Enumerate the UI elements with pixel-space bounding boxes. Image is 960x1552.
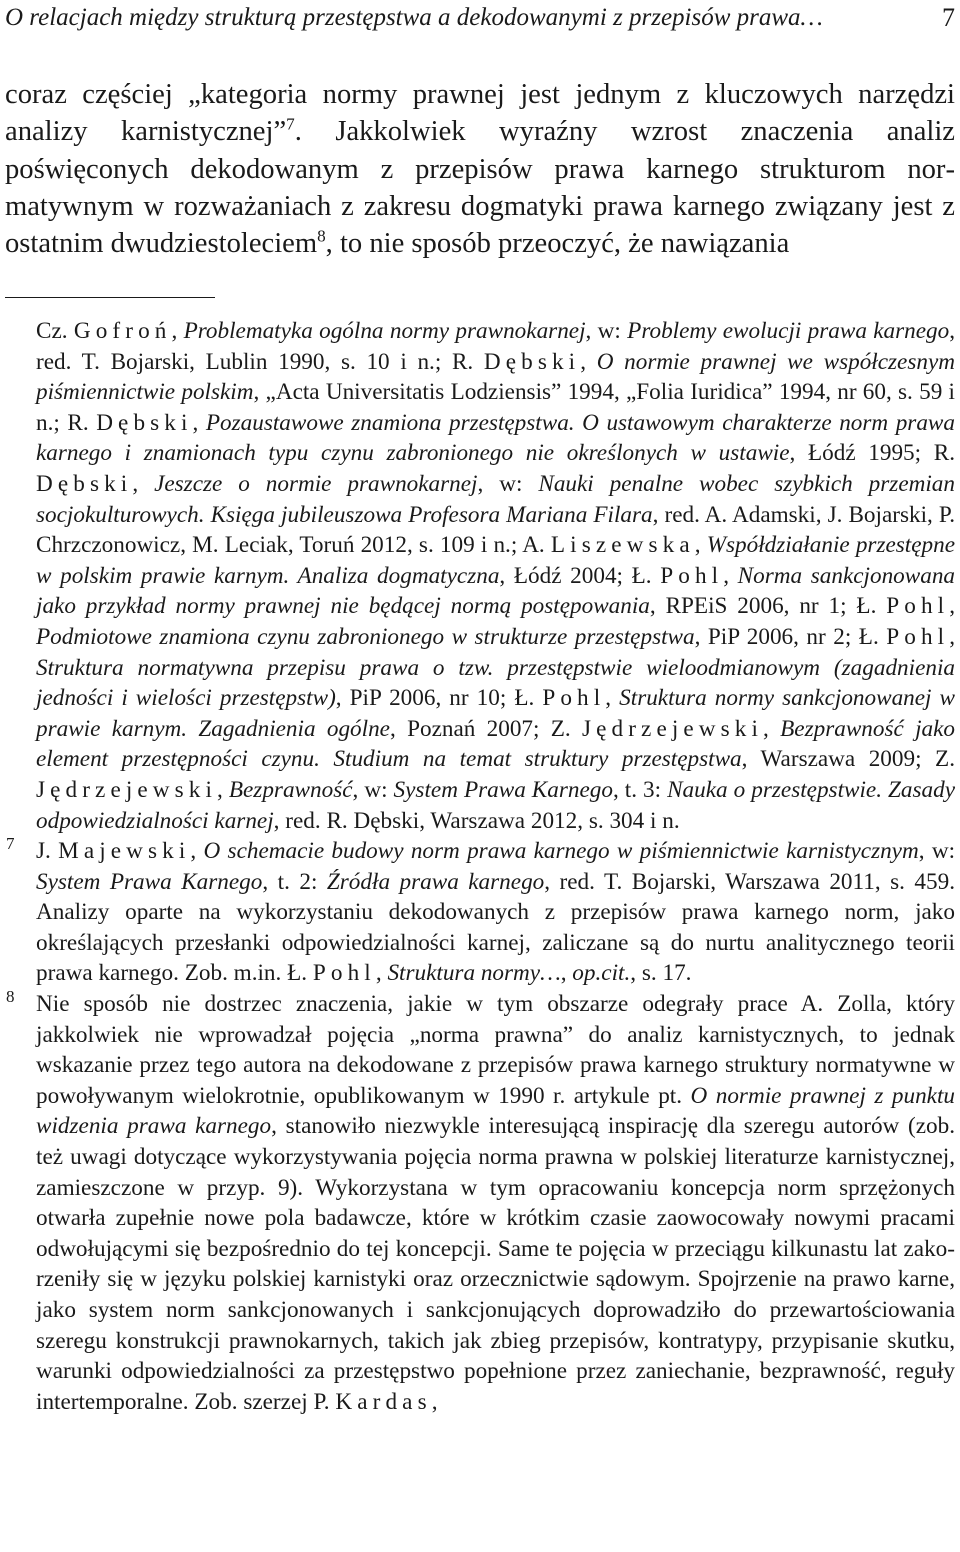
work-title: Norma sankcjonowana jako przykład normy prawnej nie będącej normą postępowania (36, 562, 956, 620)
author-name: Pohl (660, 562, 724, 589)
author-name: Jędrzejewski (582, 715, 764, 742)
work-title: Współdziałanie przestępne w polskim prawie karnym. Analiza dogmatyczna (36, 532, 956, 589)
footnote-text: , (763, 715, 781, 742)
footnote-text: , (171, 318, 184, 344)
running-header (5, 2, 955, 34)
footnote-text: , Warszawa 2009; Z. (741, 746, 955, 773)
footnote-text: , (949, 623, 955, 650)
body-text: , to nie sposób przeoczyć, że nawiązania (325, 228, 790, 260)
footnote-text: , s. 17. (630, 960, 692, 987)
footnote-text: , (431, 1388, 438, 1415)
footnote-text: , red. A. Adamski, J. Bojarski, P. Chrzczonowicz, M. Leciak, Toruń 2012, s. 109 i n.; A. (36, 501, 955, 559)
work-title: Podmiotowe znamiona czynu zabronionego w strukturze przestępstwa (36, 623, 695, 650)
footnote-text: , red. R. Dębski, Warszawa 2012, s. 304 i n. (273, 807, 680, 834)
author-name: Dębski (96, 409, 193, 436)
footnote-text: , Łódź 2004; Ł. (499, 562, 661, 589)
work-title: Struktura normy sankcjonowanej w prawie karnym. Zagadnienia ogólne (36, 685, 956, 742)
footnote-text: , (605, 685, 620, 712)
footnote-number: 8 (6, 987, 15, 1007)
footnote-text: , (217, 776, 229, 803)
work-title: System Prawa Karnego (393, 776, 613, 803)
work-title: Źródła prawa karnego (326, 868, 545, 895)
work-title: op.cit. (572, 960, 631, 987)
footnote-separator (5, 297, 215, 298)
footnote-text: J. (36, 838, 59, 865)
footnote-text: , (192, 409, 206, 436)
footnote-text: , w: (918, 838, 956, 865)
work-title: O normie prawnej z punktu widzenia prawa karnego (36, 1082, 956, 1140)
work-title: Pozaustawowe znamiona przestępstwa. O ustawowym charakterze norm prawa karnego i znamionach typu czynu zabronionego nie określonych w ustawie (36, 409, 955, 467)
footnote-text: , (375, 960, 388, 987)
footnote-text: , PiP 2006, nr 10; Ł. (335, 685, 543, 712)
author-name: Pohl (886, 593, 950, 620)
footnote-text: , red. T. Bojarski, Lublin 1990, s. 10 i n.; R. (36, 318, 956, 375)
footnote-text: , w: (585, 318, 628, 344)
footnote-8 (0, 989, 955, 1417)
footnote-text: , (723, 562, 738, 589)
footnote-ref-7[interactable]: 7 (286, 114, 295, 134)
footnotes-section (0, 316, 960, 1417)
running-title: O relacjach między strukturą przestępstwa a dekodowanymi z przepisów prawa… (5, 4, 823, 31)
footnote-text: , w: (352, 776, 394, 803)
body-paragraph (5, 76, 955, 262)
footnote-text: Nie sposób nie dostrzec znaczenia, jakie w tym obszarze odegrały prace A. Zolla, który jakkolwiek nie wprowadzał pojęcia „norma prawna” do analiz karnistycznych, to jednak wskazanie przez tego autora na dekodowane z przepisów prawa karnego struktury normatywne w powoływanym wielokrotnie, opublikowanym w 1990 r. artykule pt. (36, 991, 955, 1109)
author-name: Dębski (483, 348, 581, 375)
footnote-7 (0, 836, 955, 989)
author-name: Majewski (58, 838, 191, 865)
author-name: Liszewska (550, 532, 695, 559)
footnote-text: , t. 3: (612, 776, 668, 803)
work-title: Bezprawność jako element przestępności czynu. Studium na temat struktury przestępstwa (36, 715, 956, 773)
work-title: O normie prawnej we współczesnym piśmiennictwie polskim (36, 348, 955, 406)
footnote-text: , RPEiS 2006, nr 1; Ł. (649, 593, 887, 620)
footnote-text: , Łódź 1995; R. (789, 440, 955, 467)
work-title: Struktura normatywna przepisu prawa o tzw. przestępstwie wieloodmianowym (zagadnienia jedności i wielości przestępstw) (36, 654, 955, 712)
author-name: Pohl (542, 685, 606, 712)
work-title: Problemy ewolucji prawa karnego (627, 318, 950, 344)
author-name: Gofroń (73, 318, 172, 344)
author-name: Pohl (886, 623, 950, 650)
footnote-text: , PiP 2006, nr 2; Ł. (694, 623, 887, 650)
author-name: Kardas (335, 1388, 432, 1415)
footnote-text: , w: (477, 470, 539, 497)
work-title: Struktura normy… (387, 960, 561, 987)
footnote-text: , red. T. Bojarski, Warszawa 2011, s. 459. Analizy oparte na wykorzystaniu dekodowanych z przepisów prawa karnego norm, jako określających przesłanki odpowiedzialności karnej, zaliczane są do nurtu analitycznego teorii prawa karnego. Zob. m.in. Ł. (36, 868, 956, 987)
footnote-text: , (132, 470, 155, 497)
work-title: Bezprawność (228, 776, 353, 803)
work-title: Nauka o przestępstwie. Zasady odpowiedzialności karnej (36, 776, 956, 834)
footnote-text: , stanowiło niezwykle interesującą inspirację dla szeregu autorów (zob. też uwagi dotyczące wykorzystywania pojęcia norma prawna w polskiej literaturze karnistycznej, zamieszczone w przyp. 9). Wykorzystana w tym opracowaniu koncepcja norm sprzężonych otwarła zupełnie nowe pola badawcze, które w krótkim czasie zaowocowały nowymi pracami odwołującymi się bezpośrednio do tej koncepcji. Same te pojęcia w przeciągu kilkunastu lat zakorzeniły się w języku polskiej karnistyki oraz orzecznictwie sądowym. Spojrzenie na prawo karne, jako system norm sankcjonowanych i sankcjonujących doprowadziło do przewartościowania szeregu konstrukcji prawnokarnych, takich jak zbieg przepisów, kontratypy, przypisanie skutku, warunki odpowiedzialności za przestępstwo popełnione przez zaniechanie, bezprawność, reguły intertemporalne. Zob. szerzej P. (36, 1113, 955, 1415)
footnote-text: , (580, 348, 597, 375)
work-title: Problematyka ogólna normy prawnokarnej (183, 318, 586, 344)
author-name: Dębski (36, 470, 133, 497)
footnote-continuation (0, 316, 955, 836)
footnote-ref-8[interactable]: 8 (317, 226, 326, 246)
footnote-text: , t. 2: (262, 868, 327, 895)
work-title: O schemacie budowy norm prawa karnego w piśmiennictwie karnistycznym (203, 838, 919, 865)
footnote-text: Cz. (36, 318, 74, 344)
work-title: System Prawa Karnego (36, 868, 263, 895)
page-number: 7 (942, 3, 955, 32)
body-text: . Jakkolwiek wyraźny wzrost znaczenia analiz poświęconych dekodowanym z przepisów prawa karnego strukturom normatywnym w rozważaniach z zakresu dogmatyki prawa karnego związany jest z ostatnim dwudziestoleciem (5, 116, 955, 260)
footnote-text: , (694, 532, 707, 559)
work-title: Nauki penalne wobec szybkich przemian socjokulturowych. Księga jubileuszowa Profesora Mariana Filara (36, 470, 955, 528)
author-name: Jędrzejewski (36, 776, 218, 803)
body-text: coraz częściej „kategoria normy prawnej jest jednym z kluczowych narzędzi analizy karnistycznej” (5, 79, 955, 148)
author-name: Pohl (312, 960, 376, 987)
footnote-text: , Poznań 2007; Z. (389, 715, 583, 742)
footnote-number: 7 (6, 834, 15, 854)
footnote-text: , (949, 593, 956, 620)
footnote-text: , (190, 838, 204, 865)
footnote-text: , (560, 960, 573, 987)
work-title: Jeszcze o normie prawnokarnej (154, 470, 478, 497)
footnote-text: , „Acta Universitatis Lodziensis” 1994, „Folia Iuridica” 1994, nr 60, s. 59 i n.; R. (36, 379, 955, 436)
